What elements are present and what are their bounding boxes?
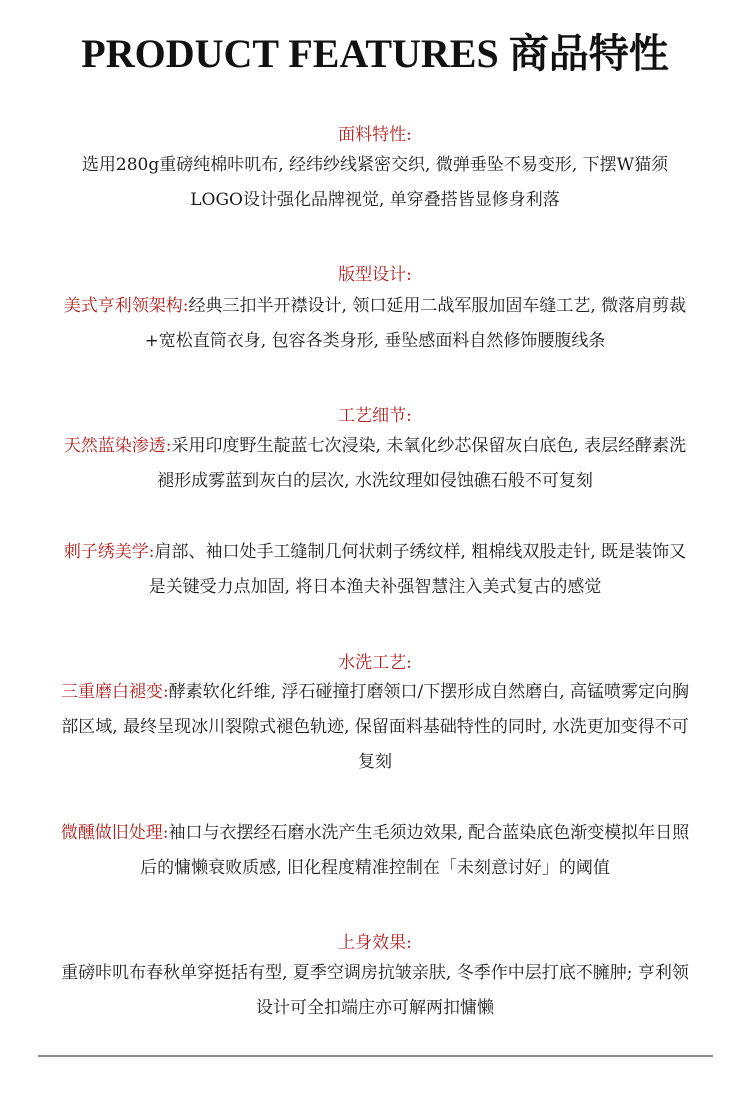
wear-text: 重磅咔叽布春秋单穿挺括有型, 夏季空调房抗皱亲肤, 冬季作中层打底不臃肿; 亨利领设计可全扣端庄亦可解两扣慵懒 <box>61 963 689 1018</box>
dye-text: 采用印度野生靛蓝七次浸染, 未氧化纱芯保留灰白底色, 表层经酵素洗褪形成雾蓝到灰白的层次, 水洗纹理如侵蚀礁石般不可复刻 <box>157 436 687 491</box>
wear-paragraph <box>58 956 692 1026</box>
section-heading-wear: 上身效果: <box>338 933 412 953</box>
design-text: 经典三扣半开襟设计, 领口延用二战军服加固车缝工艺, 微落肩剪裁+宽松直筒衣身, 包容各类身形, 垂坠感面料自然修饰腰腹线条 <box>144 296 687 351</box>
dye-lead: 天然蓝染渗透: <box>63 436 172 456</box>
section-heading-design: 版型设计: <box>338 265 412 285</box>
aged-paragraph <box>58 816 692 886</box>
fabric-text: 选用280g重磅纯棉咔叽布, 经纬纱线紧密交织, 微弹垂坠不易变形, 下摆W猫须LOGO设计强化品牌视觉, 单穿叠搭皆显修身利落 <box>81 155 669 210</box>
section-heading-wash: 水洗工艺: <box>338 653 412 673</box>
dye-paragraph <box>58 429 692 499</box>
fade-lead: 三重磨白褪变: <box>60 682 169 702</box>
aged-text: 袖口与衣摆经石磨水洗产生毛须边效果, 配合蓝染底色渐变模拟年日照后的慵懒衰败质感, 旧化程度精准控制在「未刻意讨好」的阈值 <box>140 823 690 878</box>
section-heading-fabric: 面料特性: <box>338 125 412 145</box>
design-lead: 美式亨利领架构: <box>63 296 189 316</box>
fade-paragraph <box>58 675 692 780</box>
page-title: PRODUCT FEATURES 商品特性 <box>81 31 669 76</box>
aged-lead: 微醺做旧处理: <box>60 823 169 843</box>
sashiko-paragraph <box>58 535 692 605</box>
fade-text: 酵素软化纤维, 浮石碰撞打磨领口/下摆形成自然磨白, 高锰喷雾定向胸部区域, 最终呈现冰川裂隙式褪色轨迹, 保留面料基础特性的同时, 水洗更加变得不可复刻 <box>61 682 690 772</box>
design-paragraph <box>58 289 692 359</box>
sashiko-lead: 刺子绣美学: <box>63 542 155 562</box>
section-heading-craft: 工艺细节: <box>338 406 412 426</box>
bottom-divider <box>38 1055 713 1057</box>
sashiko-text: 肩部、袖口处手工缝制几何状刺子绣纹样, 粗棉线双股走针, 既是装饰又是关键受力点加固, 将日本渔夫补强智慧注入美式复古的感觉 <box>148 542 687 597</box>
fabric-paragraph <box>58 148 692 218</box>
